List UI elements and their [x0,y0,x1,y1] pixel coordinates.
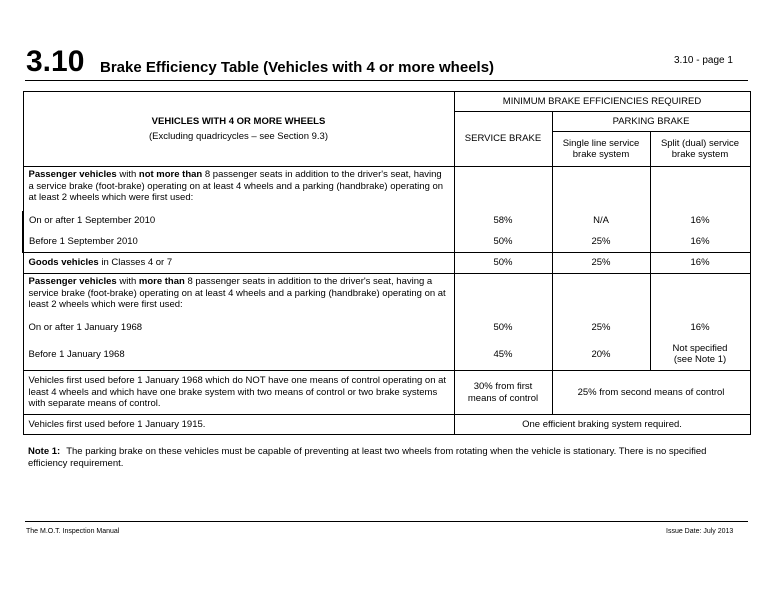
group1-mid: with [116,169,139,180]
group2-bold-lead: Passenger vehicles [28,276,117,287]
table-row [23,318,750,339]
footer-rule [25,521,748,522]
split-dual-value [650,339,750,371]
footer-issue-date: Issue Date: July 2013 [666,528,734,535]
split-dual-line1: Not specified [672,342,728,354]
split-dual-value: 16% [650,318,750,339]
brake-efficiency-table [22,91,751,435]
split-dual-heading: Split (dual) service brake system [650,132,750,167]
split-dual-value: 16% [650,211,750,232]
row-label: Before 1 September 2010 [23,232,454,253]
service-value: 45% [454,339,552,371]
group1-description [23,167,454,211]
single-line-heading: Single line service brake system [552,132,650,167]
parking-brake-heading: PARKING BRAKE [552,112,750,132]
table-row [23,371,750,415]
split-dual-value: 16% [650,253,750,274]
vehicles-subheading: (Excluding quadricycles – see Section 9.3) [148,130,328,142]
service-value: 50% [454,318,552,339]
table-row [23,167,750,211]
group2-description [23,274,454,318]
section-number: 3.10 [26,45,85,78]
pre1915-description: Vehicles first used before 1 January 1915. [23,415,454,435]
pre1915-value: One efficient braking system required. [454,415,750,435]
group2-rest: 8 passenger seats in addition to the driver's seat, having a service brake (foot-brake) operating on at least 4 wheels and a parking (handbrake) operating on at least 2 wheels which were first used: [28,276,446,310]
single-line-value: N/A [552,211,650,232]
group1-bold-lead: Passenger vehicles [28,169,117,180]
row-label: Before 1 January 1968 [23,339,454,371]
vehicles-heading: VEHICLES WITH 4 OR MORE WHEELS [151,116,326,127]
table-row [23,274,750,318]
service-value: 50% [454,232,552,253]
min-required-heading: MINIMUM BRAKE EFFICIENCIES REQUIRED [454,92,750,112]
goods-rest: in Classes 4 or 7 [98,257,173,269]
page-title: Brake Efficiency Table (Vehicles with 4 or more wheels) [100,59,495,76]
note-text: The parking brake on these vehicles must be capable of preventing at least two wheels from rotating when the vehicle is stationary. There is no specified efficiency requirement. [28,446,707,469]
footer-manual-name: The M.O.T. Inspection Manual [26,528,120,535]
service-brake-heading: SERVICE BRAKE [454,112,552,167]
note-label: Note 1: [28,446,61,457]
row-label: On or after 1 September 2010 [23,211,454,232]
service-value: 50% [454,253,552,274]
group2-bold-qual: more than [138,276,185,287]
vehicles-heading-cell [23,92,454,167]
group1-bold-qual: not more than [138,169,203,180]
row-label: On or after 1 January 1968 [23,318,454,339]
header-rule [25,80,748,81]
goods-description [23,253,454,274]
table-row [23,211,750,232]
single-line-value: 20% [552,339,650,371]
service-value: 58% [454,211,552,232]
split-dual-line2: (see Note 1) [673,354,727,366]
single-line-value: 25% [552,318,650,339]
single-line-value: 25% [552,232,650,253]
note-1 [28,446,733,470]
group2-mid: with [116,276,139,287]
single-line-value: 25% [552,253,650,274]
group1-rest: 8 passenger seats in addition to the driver's seat, having a service brake (foot-brake) operating on at least 4 wheels and a parking (handbrake) operating on at least 2 wheels which were first used: [28,169,444,203]
goods-bold-lead: Goods vehicles [28,257,99,269]
pre1968-description: Vehicles first used before 1 January 1968 which do NOT have one means of control operating on at least 4 wheels and which have one brake system with two means of control or two brake systems with separate means of control. [23,371,454,415]
pre1968-service-value: 30% from first means of control [454,371,552,415]
split-dual-value: 16% [650,232,750,253]
page-reference: 3.10 - page 1 [674,55,733,66]
table-row [23,339,750,371]
pre1968-parking-value: 25% from second means of control [552,371,750,415]
table-row [23,232,750,253]
table-row [23,253,750,274]
table-row [23,415,750,435]
